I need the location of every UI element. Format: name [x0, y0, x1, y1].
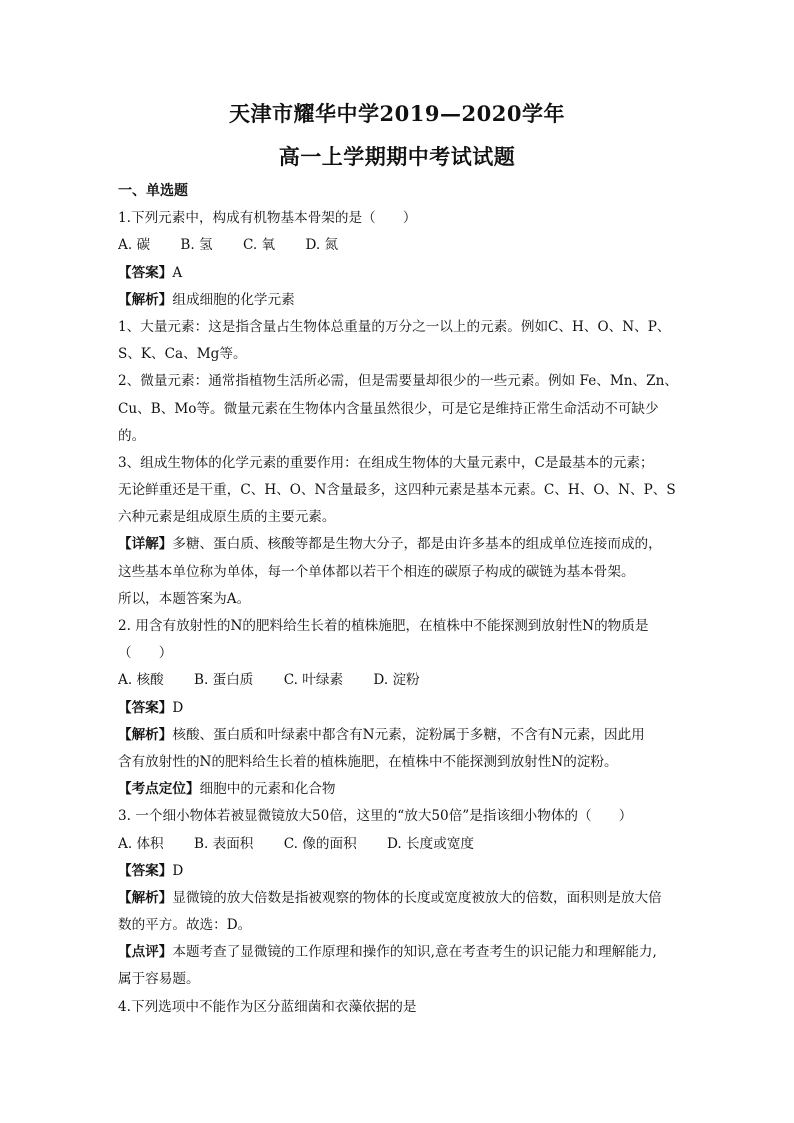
q3-comment-line: 属于容易题。	[118, 971, 200, 988]
q1-option-c: C. 氧	[242, 237, 276, 254]
detail-text: 多糖、蛋白质、核酸等都是生物大分子，都是由许多基本的组成单位连接而成的，	[172, 536, 662, 553]
q1-detail-line: 这些基本单位称为单体，每一个单体都以若干个相连的碳原子构成的碳链为基本骨架。	[118, 563, 635, 580]
analysis-tag: 【解析】	[118, 291, 173, 308]
q3-stem: 3. 一个细小物体若被显微镜放大50倍，这里的“放大50倍”是指该细小物体的（ ）	[118, 808, 633, 825]
q2-option-a: A. 核酸	[118, 672, 164, 689]
answer-value: A	[172, 264, 183, 281]
q1-option-a: A. 碳	[118, 237, 151, 254]
comment-text: 本题考查了显微镜的工作原理和操作的知识,意在考查考生的识记能力和理解能力,	[172, 944, 657, 961]
q1-analysis-line: S、K、Ca、Mg等。	[118, 346, 247, 363]
q1-analysis-line: 六种元素是组成原生质的主要元素。	[118, 509, 336, 526]
q1-analysis-line: 无论鲜重还是干重，C、H、O、N含量最多，这四种元素是基本元素。C、H、O、N、P、S	[118, 482, 676, 499]
q1-answer	[118, 260, 688, 287]
q3-option-a: A. 体积	[118, 835, 164, 852]
q2-analysis-line: 含有放射性的N的肥料给生长着的植株施肥，在植株中不能探测到放射性N的淀粉。	[118, 753, 618, 770]
q2-option-b: B. 蛋白质	[193, 672, 254, 689]
q1-option-b: B. 氢	[180, 237, 213, 254]
q1-detail-line: 所以，本题答案为A。	[118, 590, 251, 607]
analysis-head: 组成细胞的化学元素	[172, 291, 295, 308]
exam-title: 天津市耀华中学2019—2020学年	[229, 101, 565, 126]
section-heading: 一、单选题	[118, 183, 188, 199]
q1-stem: 1.下列元素中，构成有机物基本骨架的是（ ）	[118, 210, 417, 227]
answer-value: D	[172, 699, 184, 716]
q4-stem: 4.下列选项中不能作为区分蓝细菌和衣藻依据的是	[118, 998, 417, 1015]
q2-answer	[118, 695, 688, 722]
answer-tag: 【答案】	[118, 699, 173, 716]
exam-subtitle: 高一上学期期中考试试题	[278, 144, 516, 169]
answer-value: D	[172, 862, 184, 879]
analysis-tag: 【解析】	[118, 889, 173, 906]
exam-body	[118, 178, 688, 1021]
q3-analysis-line: 数的平方。故选：D。	[118, 917, 252, 934]
q3-option-b: B. 表面积	[193, 835, 254, 852]
q2-point	[118, 776, 688, 803]
q1-options	[118, 232, 688, 259]
q2-analysis-line	[118, 722, 688, 749]
q1-analysis-line: 1、大量元素：这是指含量占生物体总重量的万分之一以上的元素。例如C、H、O、N、P、	[118, 318, 671, 335]
q2-option-c: C. 叶绿素	[283, 672, 344, 689]
q1-analysis-line: 3、组成生物体的化学元素的重要作用：在组成生物体的大量元素中，C是最基本的元素；	[118, 454, 654, 471]
answer-tag: 【答案】	[118, 862, 173, 879]
analysis-text: 显微镜的放大倍数是指被观察的物体的长度或宽度被放大的倍数，面积则是放大倍	[172, 889, 662, 906]
q2-stem: 2. 用含有放射性的N的肥料给生长着的植株施肥，在植株中不能探测到放射性N的物质是	[118, 618, 649, 634]
detail-tag: 【详解】	[118, 536, 173, 553]
q1-analysis-line: Cu、B、Mo等。微量元素在生物体内含量虽然很少，可是它是维持正常生命活动不可缺少	[118, 400, 659, 417]
analysis-text: 核酸、蛋白质和叶绿素中都含有N元素，淀粉属于多糖，不含有N元素，因此用	[172, 726, 645, 743]
q3-comment-line	[118, 939, 688, 966]
q1-analysis-line: 的。	[118, 427, 146, 444]
q3-options	[118, 831, 688, 858]
analysis-tag: 【解析】	[118, 726, 173, 743]
q1-analysis-line: 2、微量元素：通常指植物生活所必需，但是需要量却很少的一些元素。例如 Fe、Mn、Zn、	[118, 373, 678, 390]
comment-tag: 【点评】	[118, 944, 173, 961]
q2-stem-cont: （ ）	[118, 645, 173, 662]
q3-option-c: C. 像的面积	[283, 835, 357, 852]
q3-analysis-line	[118, 885, 688, 912]
q2-options	[118, 667, 688, 694]
q3-option-d: D. 长度或宽度	[387, 835, 475, 852]
q1-analysis-head	[118, 287, 688, 314]
point-tag: 【考点定位】	[118, 781, 200, 798]
q1-detail-line	[118, 531, 688, 558]
answer-tag: 【答案】	[118, 264, 173, 281]
point-text: 细胞中的元素和化合物	[199, 781, 336, 798]
q2-option-d: D. 淀粉	[373, 672, 420, 689]
q1-option-d: D. 氮	[305, 237, 339, 254]
q3-answer	[118, 858, 688, 885]
